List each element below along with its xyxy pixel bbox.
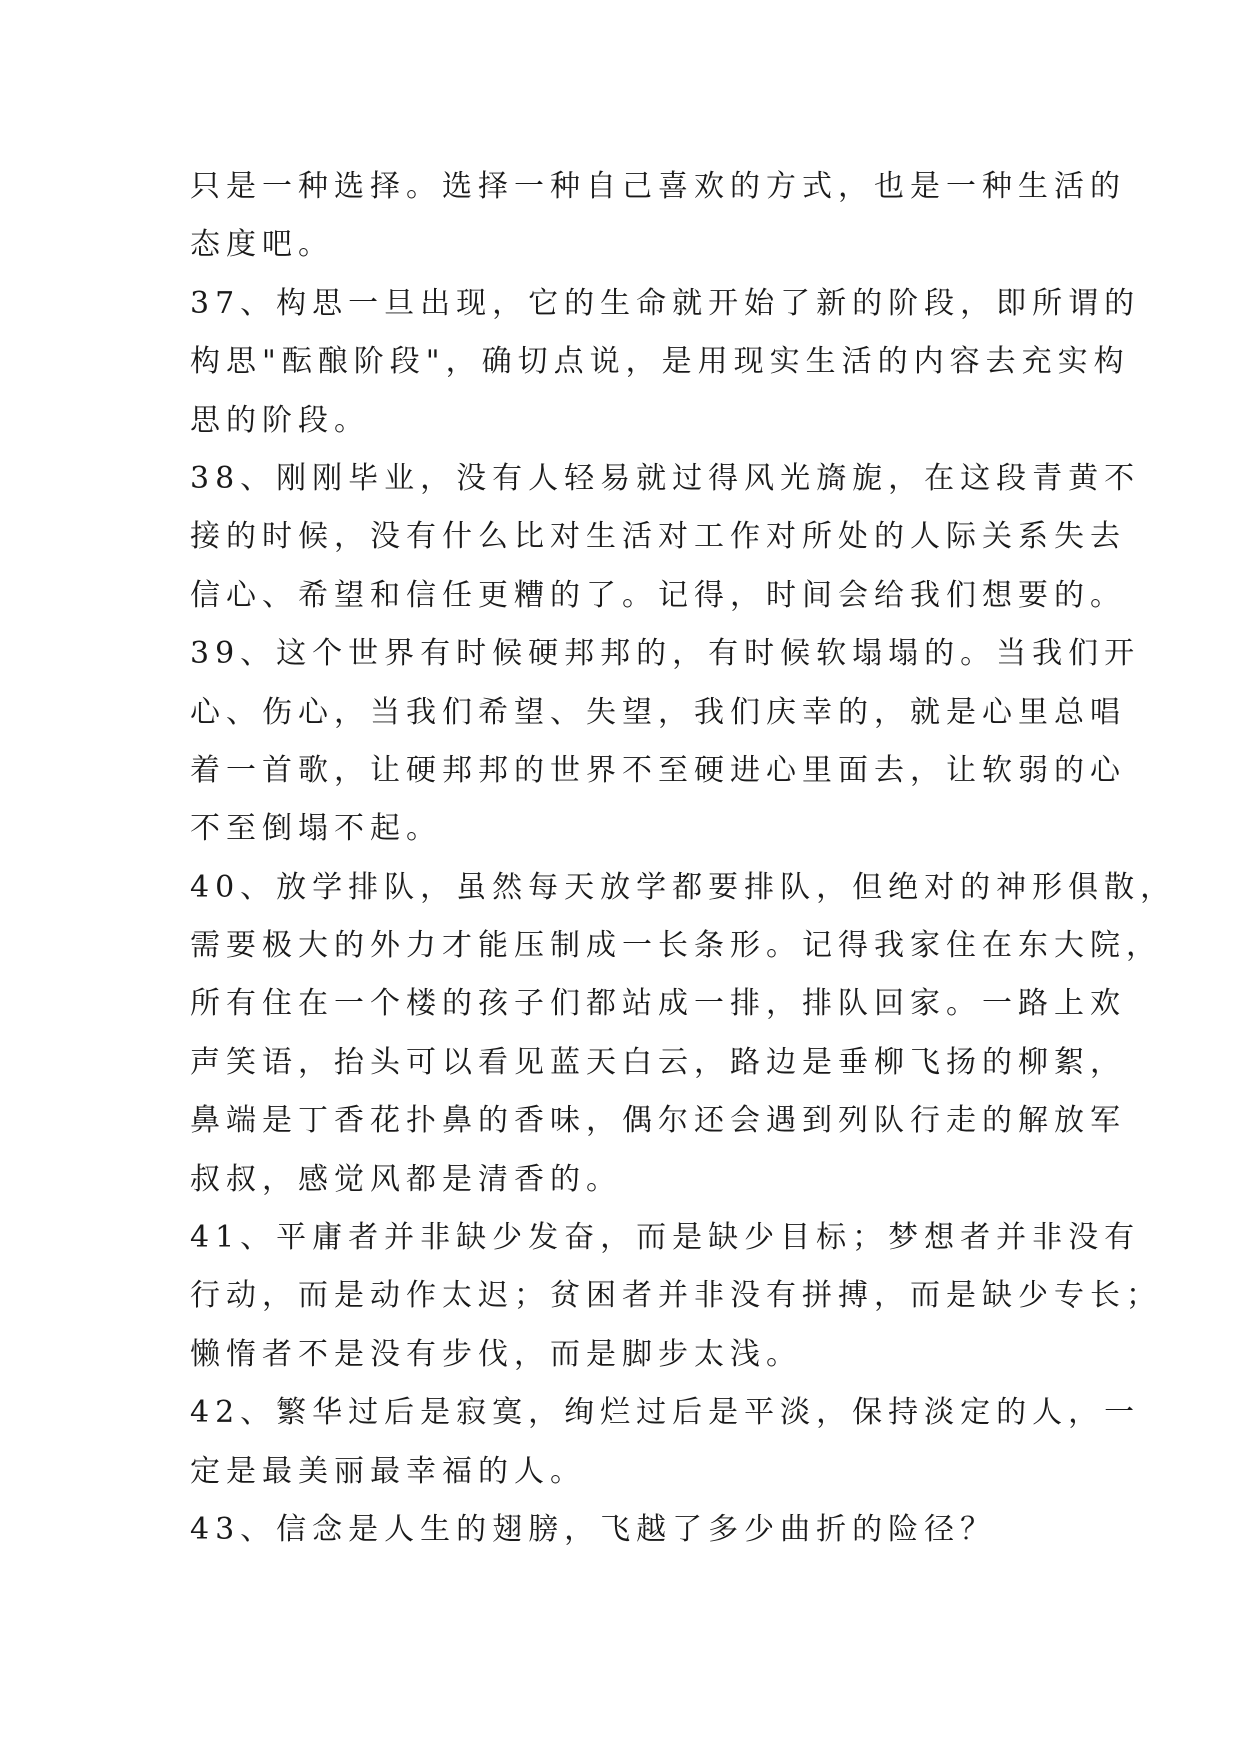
text-line: 懒惰者不是没有步伐，而是脚步太浅。 bbox=[190, 1336, 802, 1372]
text-line: 着一首歌，让硬邦邦的世界不至硬进心里面去，让软弱的心 bbox=[190, 752, 1126, 788]
text-line: 接的时候，没有什么比对生活对工作对所处的人际关系失去 bbox=[190, 519, 1126, 555]
text-line: 行动，而是动作太迟；贫困者并非没有拼搏，而是缺少专长； bbox=[190, 1278, 1162, 1314]
text-line: 信心、希望和信任更糟的了。记得，时间会给我们想要的。 bbox=[190, 577, 1126, 613]
text-line: 需要极大的外力才能压制成一长条形。记得我家住在东大院， bbox=[190, 928, 1162, 964]
text-line: 不至倒塌不起。 bbox=[190, 811, 442, 847]
text-line: 只是一种选择。选择一种自己喜欢的方式，也是一种生活的 bbox=[190, 169, 1126, 204]
text-line: 39、这个世界有时候硬邦邦的，有时候软塌塌的。当我们开 bbox=[190, 636, 1141, 672]
text-line: 38、刚刚毕业，没有人轻易就过得风光旖旎，在这段青黄不 bbox=[190, 460, 1141, 496]
text-line: 40、放学排队，虽然每天放学都要排队，但绝对的神形俱散， bbox=[190, 869, 1177, 905]
text-line: 态度吧。 bbox=[190, 227, 334, 263]
text-line: 声笑语，抬头可以看见蓝天白云，路边是垂柳飞扬的柳絮， bbox=[190, 1044, 1126, 1080]
text-line: 鼻端是丁香花扑鼻的香味，偶尔还会遇到列队行走的解放军 bbox=[190, 1103, 1126, 1139]
text-line: 所有住在一个楼的孩子们都站成一排，排队回家。一路上欢 bbox=[190, 986, 1126, 1022]
text-line: 思的阶段。 bbox=[190, 402, 370, 438]
text-line: 心、伤心，当我们希望、失望，我们庆幸的，就是心里总唱 bbox=[190, 694, 1126, 730]
text-line: 43、信念是人生的翅膀，飞越了多少曲折的险径？ bbox=[190, 1511, 997, 1547]
text-line: 构思"酝酿阶段"，确切点说，是用现实生活的内容去充实构 bbox=[190, 344, 1130, 380]
text-line: 叔叔，感觉风都是清香的。 bbox=[190, 1161, 622, 1197]
text-line: 定是最美丽最幸福的人。 bbox=[190, 1453, 586, 1489]
text-line: 42、繁华过后是寂寞，绚烂过后是平淡，保持淡定的人，一 bbox=[190, 1395, 1141, 1431]
text-line: 41、平庸者并非缺少发奋，而是缺少目标；梦想者并非没有 bbox=[190, 1220, 1141, 1256]
document-body bbox=[190, 158, 1177, 1559]
text-line: 37、构思一旦出现，它的生命就开始了新的阶段，即所谓的 bbox=[190, 285, 1141, 321]
